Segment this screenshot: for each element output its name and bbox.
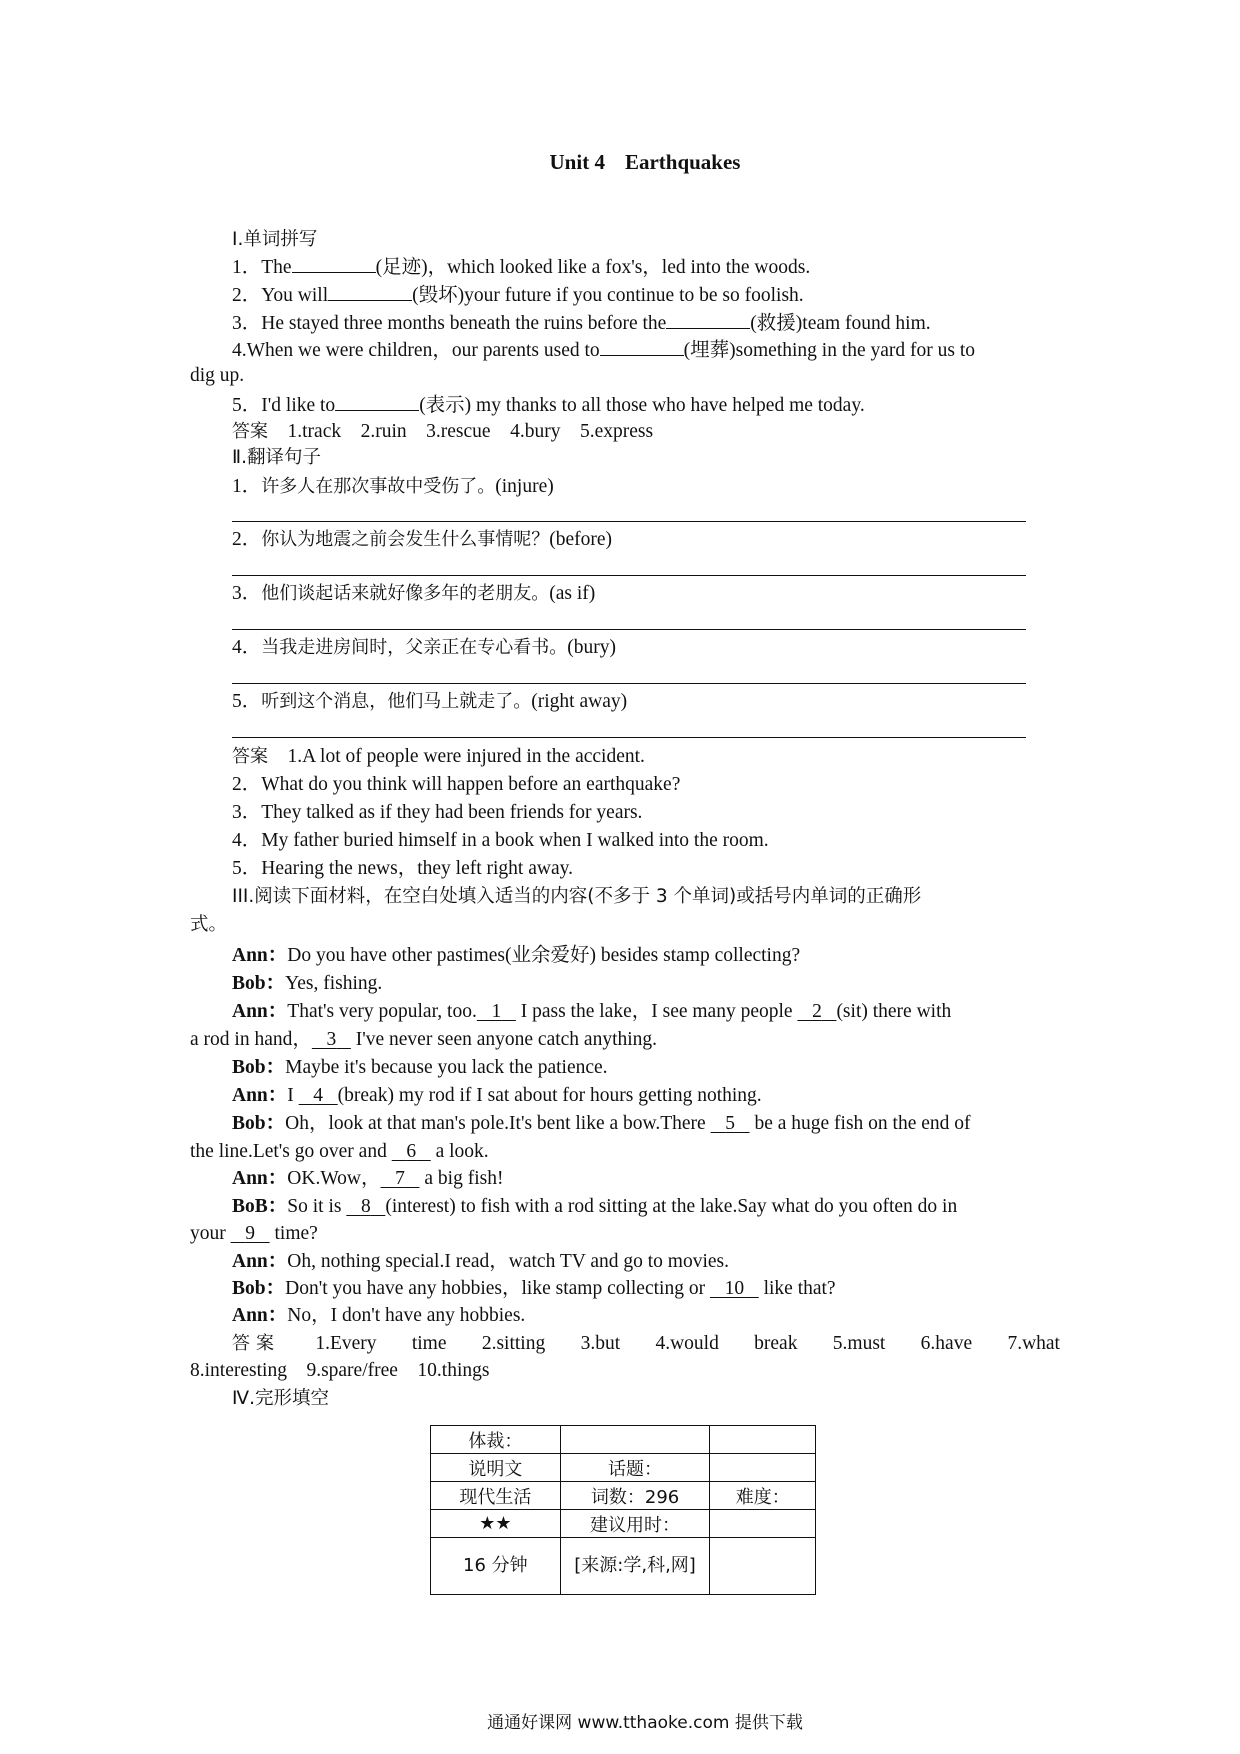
table-cell: [710, 1454, 816, 1482]
dialogue-line: Bob：Don't you have any hobbies，like stamp collecting or 10 like that?: [232, 1278, 836, 1299]
table-cell: [710, 1510, 816, 1538]
table-cell: 建议用时：: [560, 1510, 710, 1538]
spelling-q4-cont: dig up.: [190, 365, 245, 386]
section-3-heading-cont: 式。: [190, 914, 228, 935]
table-cell: [来源:学,科,网]: [560, 1538, 710, 1595]
table-cell: [710, 1538, 816, 1595]
dialogue-line: a rod in hand， 3 I've never seen anyone catch anything.: [190, 1029, 658, 1050]
table-cell: 现代生活: [431, 1482, 561, 1510]
spelling-q1: 1．The (足迹)，which looked like a fox's，led into the woods.: [232, 254, 810, 280]
translate-q3: 3．他们谈起话来就好像多年的老朋友。(as if): [232, 583, 596, 604]
answer-line: [232, 737, 1026, 738]
section-2-answer-3: 3．They talked as if they had been friends for years.: [232, 802, 643, 823]
table-cell: 体裁：: [431, 1426, 561, 1454]
dialogue-line: BoB：So it is 8 (interest) to fish with a rod sitting at the lake.Say what do you often do in: [232, 1196, 958, 1217]
page-title: Unit 4 Earthquakes: [549, 150, 741, 174]
table-row: [431, 1482, 816, 1510]
dialogue-line: Ann：That's very popular, too. 1 I pass the lake，I see many people 2 (sit) there with: [232, 1001, 952, 1022]
table-cell: [710, 1426, 816, 1454]
dialogue-line: the line.Let's go over and 6 a look.: [190, 1141, 489, 1162]
section-2-answer-5: 5．Hearing the news，they left right away.: [232, 858, 573, 879]
dialogue-line: Bob：Yes, fishing.: [232, 973, 383, 994]
translate-q2: 2．你认为地震之前会发生什么事情呢？(before): [232, 529, 613, 550]
page-footer: 通通好课网 www.tthaoke.com 提供下载: [487, 1713, 803, 1733]
table-row: [431, 1538, 816, 1595]
answer-line: [232, 629, 1026, 630]
dialogue-line: Ann：No，I don't have any hobbies.: [232, 1305, 526, 1326]
section-2-answer-2: 2．What do you think will happen before an earthquake?: [232, 774, 681, 795]
table-cell: 16 分钟: [431, 1538, 561, 1595]
dialogue-line: Ann：I 4 (break) my rod if I sat about for hours getting nothing.: [232, 1085, 762, 1106]
section-1-answer: 答案 1.track 2.ruin 3.rescue 4.bury 5.express: [232, 421, 654, 442]
table-cell: ★★: [431, 1510, 561, 1538]
spelling-q5: 5．I'd like to (表示) my thanks to all those who have helped me today.: [232, 392, 865, 418]
translate-q4: 4．当我走进房间时，父亲正在专心看书。(bury): [232, 637, 616, 658]
table-cell: [560, 1426, 710, 1454]
dialogue-line: Bob：Maybe it's because you lack the patience.: [232, 1057, 608, 1078]
section-4-heading: Ⅳ.完形填空: [232, 1388, 329, 1409]
answer-line: [232, 521, 1026, 522]
spelling-q3: 3．He stayed three months beneath the ruins before the (救援)team found him.: [232, 310, 931, 336]
dialogue-line: your 9 time?: [190, 1223, 318, 1244]
section-2-answer-4: 4．My father buried himself in a book when I walked into the room.: [232, 830, 769, 851]
section-2-answer-1: 答案 1.A lot of people were injured in the accident.: [232, 746, 645, 767]
table-cell: 词数：296: [560, 1482, 710, 1510]
spelling-q2: 2．You will (毁坏)your future if you continue to be so foolish.: [232, 282, 804, 308]
section-3-answer-cont: 8.interesting 9.spare/free 10.things: [190, 1360, 490, 1381]
table-cell: 说明文: [431, 1454, 561, 1482]
passage-info-table: [430, 1425, 816, 1595]
dialogue-line: Bob：Oh，look at that man's pole.It's bent like a bow.There 5 be a huge fish on the end of: [232, 1113, 971, 1134]
table-row: [431, 1454, 816, 1482]
answer-line: [232, 575, 1026, 576]
table-row: [431, 1510, 816, 1538]
table-cell: 难度：: [710, 1482, 816, 1510]
dialogue-line: Ann：OK.Wow， 7 a big fish!: [232, 1168, 504, 1189]
section-1-heading: Ⅰ.单词拼写: [232, 229, 318, 250]
spelling-q4: 4.When we were children，our parents used to (埋葬)something in the yard for us to: [232, 337, 975, 363]
table-cell: 话题：: [560, 1454, 710, 1482]
translate-q1: 1．许多人在那次事故中受伤了。(injure): [232, 476, 554, 497]
section-3-answer: 答案 1.Every time 2.sitting 3.but 4.would break 5.must 6.have 7.what: [232, 1333, 1060, 1354]
answer-line: [232, 683, 1026, 684]
dialogue-line: Ann：Oh, nothing special.I read，watch TV and go to movies.: [232, 1251, 730, 1272]
translate-q5: 5．听到这个消息，他们马上就走了。(right away): [232, 691, 628, 712]
dialogue-line: Ann：Do you have other pastimes(业余爱好) besides stamp collecting?: [232, 945, 801, 966]
section-3-heading: III.阅读下面材料，在空白处填入适当的内容(不多于 3 个单词)或括号内单词的正确形: [232, 886, 922, 907]
section-2-heading: Ⅱ.翻译句子: [232, 447, 321, 468]
table-row: [431, 1426, 816, 1454]
